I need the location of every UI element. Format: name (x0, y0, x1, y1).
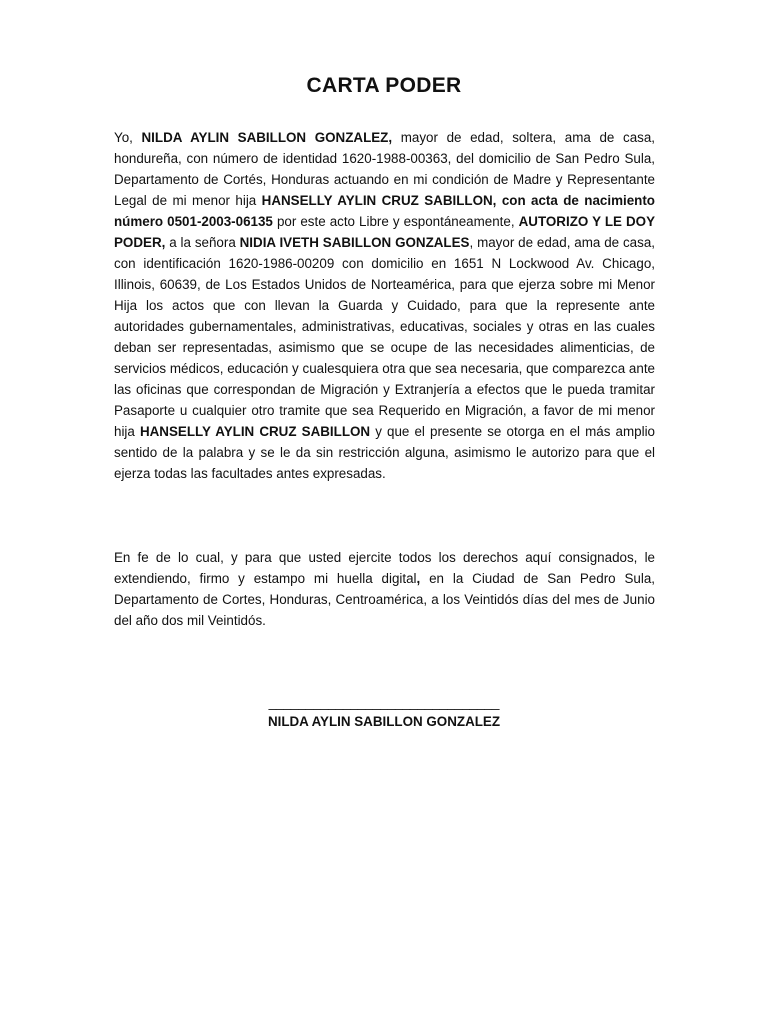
grantee-name: NIDIA IVETH SABILLON GONZALES (239, 235, 470, 250)
authorization-clause: AUTORIZO Y LE DOY PODER, (114, 214, 656, 250)
text-run: en la Ciudad de San Pedro Sula, Departamento de Cortes, Honduras, Centroamérica, a los Veintidós días del mes de Junio del año dos mil Veintidós. (114, 571, 655, 628)
paragraph-authorization (114, 127, 655, 484)
text-run: por este acto Libre y espontáneamente, (272, 214, 519, 229)
minor-name: HANSELLY AYLIN CRUZ SABILLON (139, 424, 371, 439)
signatory-name: NILDA AYLIN SABILLON GONZALEZ (267, 714, 501, 729)
text-run: , mayor de edad, ama de casa, con identificación 1620-1986-00209 con domicilio en 1651 N Lockwood Av. Chicago, Illinois, 60639, de Los Estados Unidos de Norteamérica, para que ejerza sobre mi Menor Hija los actos que con llevan la Guarda y Cuidado, para que la represente ante autoridades gubernamentales, administrativas, educativas, sociales y otras en las cuales deban ser representadas, asimismo que se ocupe de las necesidades alimenticias, de servicios médicos, educación y cualesquiera otra que sea necesaria, que comparezca ante las oficinas que correspondan de Migración y Extranjería a efectos que le pueda tramitar Pasaporte u cualquier otro tramite que sea Requerido en Migración, a favor de mi menor hija (114, 235, 655, 439)
grantor-name: NILDA AYLIN SABILLON GONZALEZ, (141, 130, 393, 145)
minor-name-and-birth-record: HANSELLY AYLIN CRUZ SABILLON, con acta de nacimiento número 0501-2003-06135 (114, 193, 655, 229)
text-run-bold-comma: , (416, 571, 421, 586)
paragraph-closing (114, 547, 655, 631)
text-run: y que el presente se otorga en el más amplio sentido de la palabra y se le da sin restricción alguna, asimismo le autorizo para que el ejerza todas las facultades antes expresadas. (114, 424, 655, 481)
text-run: mayor de edad, soltera, ama de casa, hondureña, con número de identidad 1620-1988-00363, del domicilio de San Pedro Sula, Departamento de Cortés, Honduras actuando en mi condición de Madre y Representante Legal de mi menor hija (114, 130, 656, 208)
signature-line: _______________________________ (268, 695, 500, 710)
text-run: En fe de lo cual, y para que usted ejercite todos los derechos aquí consignados, le extendiendo, firmo y estampo mi huella digital (114, 550, 655, 586)
text-run: Yo, (114, 130, 142, 145)
document-title: CARTA PODER (306, 74, 462, 97)
text-run: a la señora (165, 235, 240, 250)
